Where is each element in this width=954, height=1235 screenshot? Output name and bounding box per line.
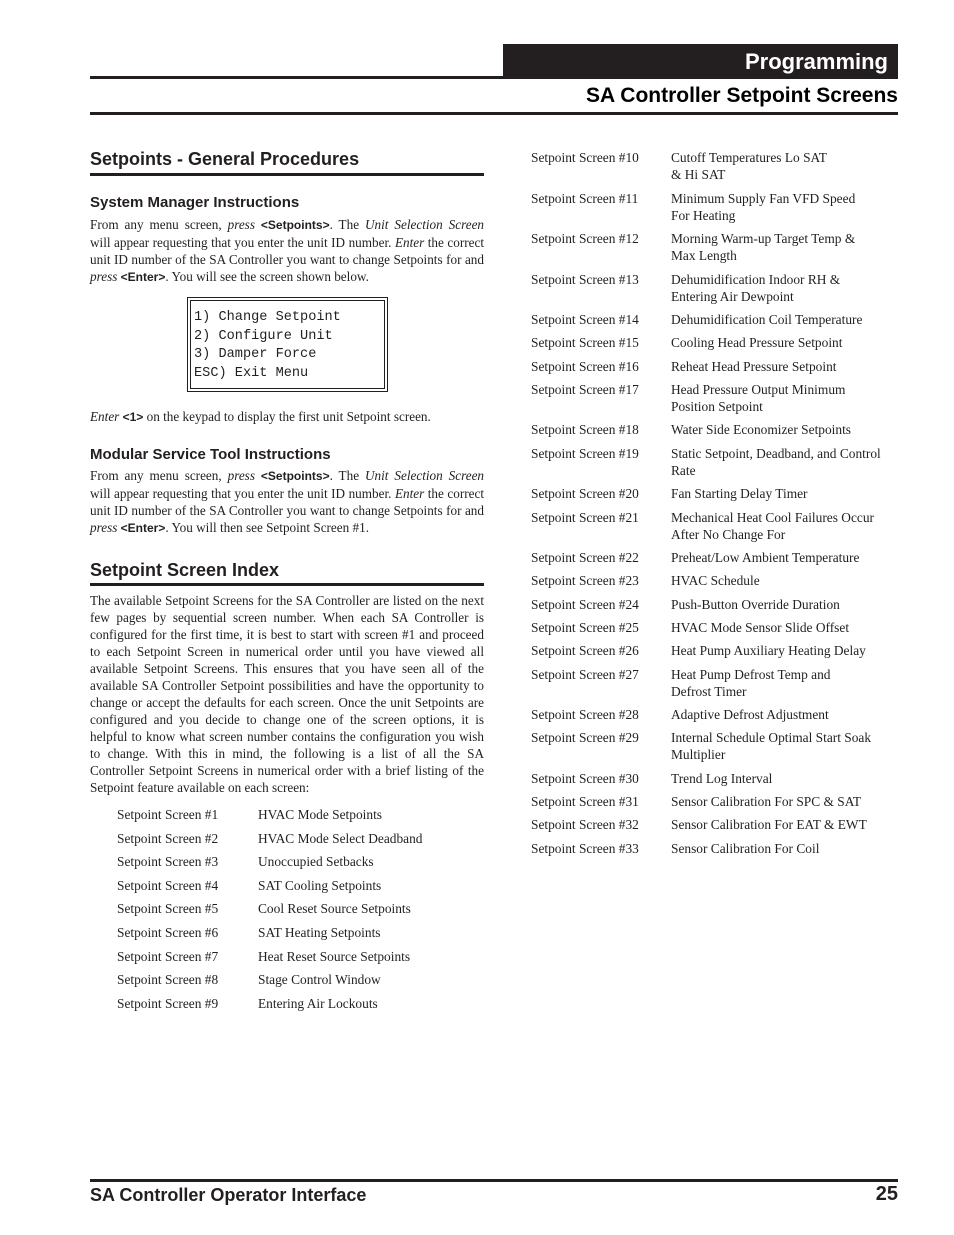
setpoint-screen-description — [671, 230, 855, 264]
setpoint-screen-number: Setpoint Screen #7 — [117, 948, 219, 964]
lcd-display — [190, 300, 385, 389]
description-line: Preheat/Low Ambient Temperature — [671, 550, 860, 565]
description-line: HVAC Mode Sensor Slide Offset — [671, 619, 850, 635]
general-heading-rule — [90, 173, 484, 176]
setpoint-screen-number: Setpoint Screen #27 — [531, 666, 639, 682]
setpoint-screen-number: Setpoint Screen #9 — [117, 995, 219, 1011]
lcd-line: 2) Configure Unit — [194, 328, 333, 344]
section-banner — [503, 44, 898, 78]
setpoint-screen-description — [671, 311, 862, 328]
setpoint-screen-number: Setpoint Screen #18 — [531, 422, 639, 438]
setpoint-screen-number: Setpoint Screen #3 — [117, 854, 219, 870]
description-line: Adaptive Defrost Adjustment — [671, 707, 829, 722]
description-line: SAT Cooling Setpoints — [258, 877, 382, 893]
description-line: For Heating — [671, 207, 736, 223]
description-line: Dehumidification Indoor RH & — [671, 271, 841, 287]
mst-heading: Modular Service Tool Instructions — [90, 446, 331, 463]
sm-paragraph: From any menu screen, press <Setpoints>. The Unit Selection Screen will appear requesting that you enter the unit ID number. Enter the correct unit ID number of the SA Controller you want to change Setpoints for and press <Enter>. You will see the screen shown below. — [90, 217, 485, 284]
header-rule-top — [90, 76, 898, 79]
description-line: Reheat Head Pressure Setpoint — [671, 358, 837, 374]
setpoint-screen-description — [671, 840, 819, 857]
setpoint-screen-description — [671, 642, 866, 659]
description-line: Cool Reset Source Setpoints — [258, 901, 411, 917]
description-line: Cooling Head Pressure Setpoint — [671, 335, 843, 351]
description-line: Mechanical Heat Cool Failures Occur — [671, 509, 875, 525]
setpoint-screen-description — [671, 445, 881, 479]
setpoint-screen-number: Setpoint Screen #24 — [531, 596, 639, 612]
description-line: Multiplier — [671, 747, 726, 763]
setpoint-screen-description — [671, 381, 845, 415]
setpoint-screen-number: Setpoint Screen #10 — [531, 150, 639, 165]
page-number: 25 — [875, 1183, 898, 1205]
description-line: & Hi SAT — [671, 167, 726, 182]
setpoint-screen-number: Setpoint Screen #20 — [531, 486, 639, 502]
description-line: Stage Control Window — [258, 972, 381, 988]
setpoint-screen-number: Setpoint Screen #16 — [531, 358, 639, 374]
lcd-line: ESC) Exit Menu — [194, 365, 309, 381]
header-rule-bottom — [90, 112, 898, 115]
index-paragraph: The available Setpoint Screens for the SA Controller are listed on the next few pages by sequential screen number. When each SA Controller is configured for the first time, it is best to start with screen #1 and proceed to each Setpoint Screen in numerical order until you have viewed all available Setpoint Screens. This ensures that you have seen all of the available SA Controller Setpoint possibilities and have the opportunity to change or accept the defaults for each screen. Once the unit Setpoints are configured and you decide to change one of the screen options, it is helpful to know what screen number contains the configuration you wish to change. With this in mind, the following is a list of all the SA Controller Setpoint Screens in numerical order with a brief listing of the Setpoint feature available on each screen: — [90, 593, 484, 795]
description-line: Cutoff Temperatures Lo SAT — [671, 150, 827, 165]
setpoint-screen-number: Setpoint Screen #2 — [117, 830, 219, 846]
setpoint-screen-number: Setpoint Screen #33 — [531, 840, 639, 856]
setpoint-screen-number: Setpoint Screen #22 — [531, 550, 639, 565]
sm-heading: System Manager Instructions — [90, 194, 300, 211]
setpoint-screen-number: Setpoint Screen #6 — [117, 925, 219, 940]
description-line: Entering Air Dewpoint — [671, 288, 794, 304]
description-line: Rate — [671, 462, 696, 478]
setpoint-screen-description — [258, 806, 382, 823]
description-line: HVAC Mode Select Deadband — [258, 830, 423, 846]
setpoint-screen-description — [671, 729, 871, 763]
setpoint-screen-description — [258, 948, 410, 965]
setpoint-screen-description — [258, 853, 374, 870]
setpoint-screen-description — [671, 619, 849, 636]
description-line: Sensor Calibration For Coil — [671, 840, 820, 856]
setpoint-screen-description — [671, 549, 859, 566]
setpoint-screen-description — [671, 816, 867, 833]
setpoint-screen-number: Setpoint Screen #1 — [117, 807, 219, 822]
setpoint-screen-description — [671, 334, 842, 351]
page-title: SA Controller Setpoint Screens — [586, 84, 898, 107]
description-line: Entering Air Lockouts — [258, 995, 378, 1011]
setpoint-screen-description — [671, 793, 861, 810]
setpoint-screen-number: Setpoint Screen #19 — [531, 445, 639, 461]
description-line: Unoccupied Setbacks — [258, 854, 374, 870]
setpoint-screen-number: Setpoint Screen #31 — [531, 794, 639, 810]
description-line: Morning Warm-up Target Temp & — [671, 231, 856, 246]
setpoint-screen-description — [258, 971, 381, 988]
setpoint-screen-description — [671, 509, 874, 543]
setpoint-screen-number: Setpoint Screen #29 — [531, 730, 639, 746]
setpoint-screen-description — [258, 900, 411, 917]
description-line: Position Setpoint — [671, 398, 763, 414]
enter-instruction: Enter <1> on the keypad to display the first unit Setpoint screen. — [90, 409, 431, 424]
lcd-screen — [187, 297, 388, 392]
mst-paragraph: From any menu screen, press <Setpoints>. The Unit Selection Screen will appear requesting that you enter the unit ID number. Enter the correct unit ID number of the SA Controller you want to change Setpoints for and press <Enter>. You will then see Setpoint Screen #1. — [90, 468, 485, 535]
description-line: Internal Schedule Optimal Start Soak — [671, 730, 872, 746]
description-line: Head Pressure Output Minimum — [671, 381, 846, 397]
description-line: Sensor Calibration For EAT & EWT — [671, 817, 867, 833]
setpoint-screen-number: Setpoint Screen #21 — [531, 509, 639, 525]
index-heading-rule — [90, 583, 484, 586]
setpoint-screen-description — [671, 596, 840, 613]
setpoint-screen-number: Setpoint Screen #8 — [117, 972, 219, 988]
setpoint-screen-number: Setpoint Screen #26 — [531, 643, 639, 659]
setpoint-screen-number: Setpoint Screen #12 — [531, 231, 639, 246]
description-line: SAT Heating Setpoints — [258, 925, 381, 940]
setpoint-screen-number: Setpoint Screen #11 — [531, 190, 639, 206]
setpoint-screen-description — [258, 830, 423, 847]
footer-rule — [90, 1179, 898, 1182]
description-line: Heat Reset Source Setpoints — [258, 948, 411, 964]
description-line: Push-Button Override Duration — [671, 596, 840, 612]
description-line: Trend Log Interval — [671, 770, 773, 786]
setpoint-screen-number: Setpoint Screen #28 — [531, 707, 639, 722]
setpoint-screen-number: Setpoint Screen #25 — [531, 619, 639, 635]
lcd-line: 3) Damper Force — [194, 347, 317, 362]
setpoint-screen-number: Setpoint Screen #5 — [117, 901, 219, 917]
setpoint-screen-description — [671, 666, 830, 700]
setpoint-screen-number: Setpoint Screen #30 — [531, 770, 639, 786]
general-heading: Setpoints - General Procedures — [90, 149, 360, 169]
setpoint-screen-number: Setpoint Screen #32 — [531, 817, 639, 833]
setpoint-screen-description — [671, 572, 760, 589]
description-line: Static Setpoint, Deadband, and Control — [671, 445, 881, 461]
setpoint-screen-description — [258, 995, 378, 1012]
setpoint-screen-number: Setpoint Screen #17 — [531, 381, 639, 397]
description-line: Fan Starting Delay Timer — [671, 486, 808, 502]
description-line: Sensor Calibration For SPC & SAT — [671, 794, 862, 810]
setpoint-screen-description — [671, 149, 827, 183]
description-line: Water Side Economizer Setpoints — [671, 422, 852, 438]
setpoint-screen-description — [671, 706, 829, 723]
description-line: Minimum Supply Fan VFD Speed — [671, 190, 856, 206]
description-line: HVAC Schedule — [671, 573, 760, 589]
setpoint-screen-description — [671, 770, 772, 787]
description-line: Heat Pump Defrost Temp and — [671, 666, 831, 682]
setpoint-screen-number: Setpoint Screen #14 — [531, 312, 639, 327]
setpoint-screen-description — [671, 190, 855, 224]
setpoint-screen-number: Setpoint Screen #23 — [531, 573, 639, 589]
description-line: HVAC Mode Setpoints — [258, 807, 382, 822]
description-line: Dehumidification Coil Temperature — [671, 312, 863, 327]
setpoint-screen-number: Setpoint Screen #13 — [531, 271, 639, 287]
setpoint-screen-number: Setpoint Screen #15 — [531, 335, 639, 351]
setpoint-screen-description — [671, 485, 808, 502]
setpoint-screen-description — [671, 271, 840, 305]
description-line: Max Length — [671, 248, 737, 263]
description-line: Defrost Timer — [671, 683, 747, 699]
setpoint-screen-description — [671, 421, 851, 438]
setpoint-screen-description — [671, 358, 836, 375]
section-title: Programming — [744, 49, 888, 74]
setpoint-screen-description — [258, 877, 381, 894]
lcd-line: 1) Change Setpoint — [194, 310, 341, 325]
description-line: After No Change For — [671, 526, 786, 542]
setpoint-screen-number: Setpoint Screen #4 — [117, 877, 219, 893]
index-heading: Setpoint Screen Index — [90, 560, 280, 580]
footer-title: SA Controller Operator Interface — [90, 1185, 367, 1205]
description-line: Heat Pump Auxiliary Heating Delay — [671, 643, 866, 659]
setpoint-screen-description — [258, 924, 381, 941]
